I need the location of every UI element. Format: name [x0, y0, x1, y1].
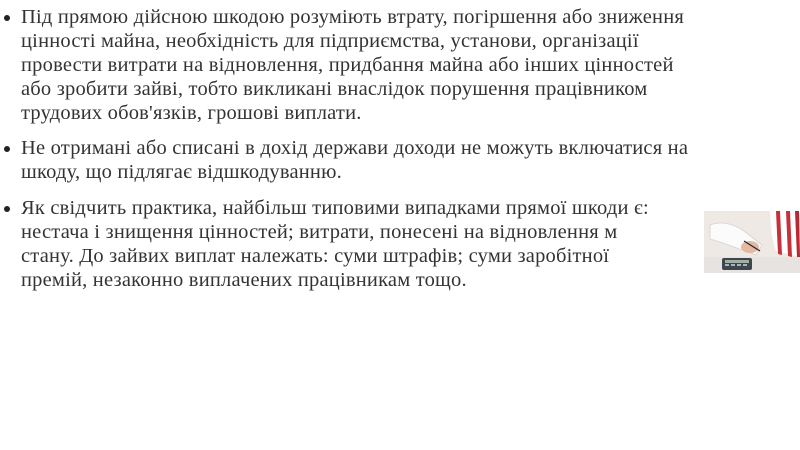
text-line: Як свідчить практика, найбільш типовими випадками прямої шкоди є: — [21, 197, 649, 219]
text-line: цінності майна, необхідність для підприємства, установи, організації — [21, 30, 639, 52]
text-line: нестача і знищення цінностей; витрати, понесені на відновлення м — [21, 221, 618, 243]
text-line: провести витрати на відновлення, придбання майна або інших цінностей — [21, 54, 674, 76]
text-line: або зробити зайві, тобто викликані внаслідок порушення працівником — [21, 78, 648, 100]
business-photo — [704, 211, 800, 273]
text-line: премій, незаконно виплачених працівникам тощо. — [21, 269, 467, 291]
bullet-dot-icon — [4, 206, 10, 212]
text-line: стану. До зайвих виплат належать: суми штрафів; суми заробітної — [21, 245, 610, 267]
text-line: шкоду, що підлягає відшкодуванню. — [21, 161, 342, 183]
person-with-calculator-icon — [704, 211, 800, 273]
text-line: трудових обов'язків, грошові виплати. — [21, 102, 362, 124]
bullet-dot-icon — [4, 146, 10, 152]
bullet-dot-icon — [4, 15, 10, 21]
text-line: Під прямою дійсною шкодою розуміють втрату, погіршення або зниження — [21, 6, 684, 28]
text-line: Не отримані або списані в дохід держави доходи не можуть включатися на — [21, 137, 689, 159]
